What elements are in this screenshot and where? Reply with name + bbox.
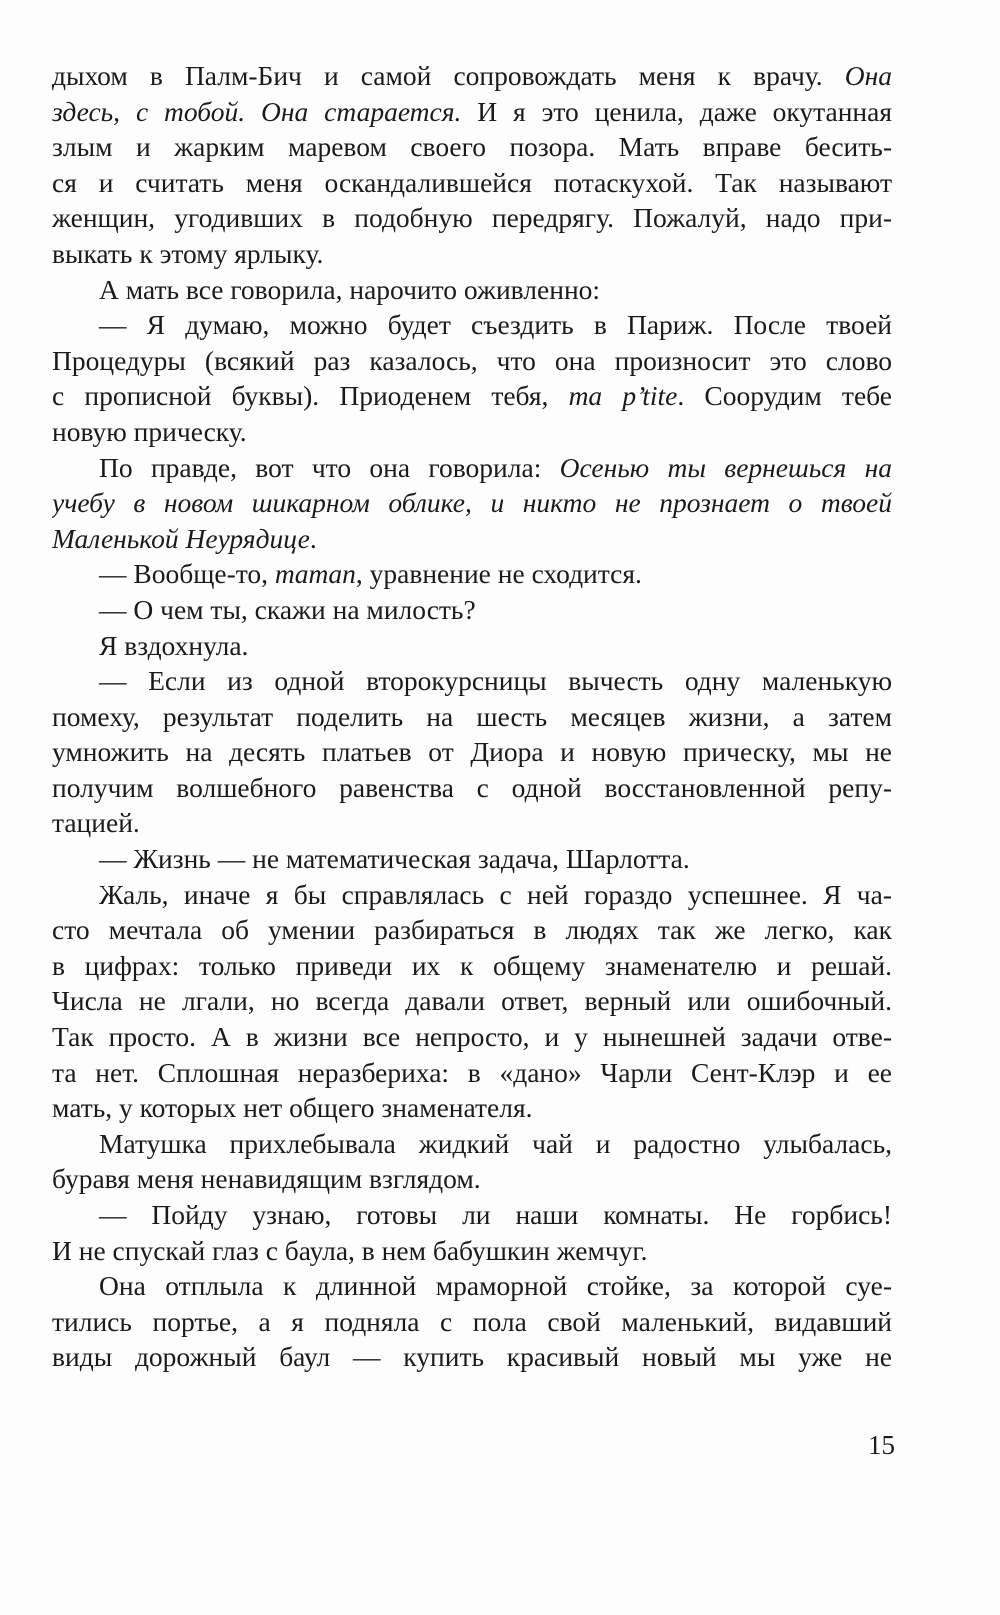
text-line: тились портье, а я подняла с пола свой маленький, видавший (52, 1305, 892, 1337)
text-line: — О чем ты, скажи на милость? (99, 593, 476, 625)
text-line: в цифрах: только приведи их к общему знаменателю и решай. (52, 949, 892, 981)
text-line: Процедуры (всякий раз казалось, что она произносит это слово (52, 344, 892, 376)
text-line: Я вздохнула. (99, 629, 249, 661)
text-line: виды дорожный баул — купить красивый новый мы уже не (52, 1341, 892, 1373)
text-line: женщин, угодивших в подобную передрягу. Пожалуй, надо при- (52, 202, 892, 234)
text-line: выкать к этому ярлыку. (52, 237, 324, 269)
text-line: По правде, вот что она говорила: Осенью ты вернешься на (99, 451, 892, 483)
text-line: с прописной буквы). Приоденем тебя, ma p’tite. Соорудим тебе (52, 380, 892, 412)
text-line: Так просто. А в жизни все непросто, и у нынешней задачи отве- (52, 1021, 892, 1053)
text-line: буравя меня ненавидящим взглядом. (52, 1163, 481, 1195)
text-line: Жаль, иначе я бы справлялась с ней гораздо успешнее. Я ча- (99, 878, 892, 910)
text-line: помеху, результат поделить на шесть месяцев жизни, а затем (52, 700, 892, 732)
text-line: И не спускай глаз с баула, в нем бабушкин жемчуг. (52, 1234, 648, 1266)
text-line: — Если из одной второкурсницы вычесть одну маленькую (99, 665, 892, 697)
text-line: умножить на десять платьев от Диора и новую прическу, мы не (52, 736, 892, 768)
text-line: — Жизнь — не математическая задача, Шарлотта. (99, 843, 690, 875)
text-line: Она отплыла к длинной мраморной стойке, за которой суе- (99, 1270, 892, 1302)
text-line: та нет. Сплошная неразбериха: в «дано» Чарли Сент-Клэр и ее (52, 1056, 892, 1088)
text-line: Матушка прихлебывала жидкий чай и радостно улыбалась, (99, 1127, 892, 1159)
text-line: Числа не лгали, но всегда давали ответ, верный или ошибочный. (52, 985, 892, 1017)
page-number: 15 (868, 1430, 895, 1460)
text-line: — Пойду узнаю, готовы ли наши комнаты. Не горбись! (99, 1199, 892, 1230)
text-line: тацией. (52, 807, 140, 839)
text-line: сто мечтала об умении разбираться в людях так же легко, как (52, 914, 892, 946)
text-line: — Я думаю, можно будет съездить в Париж. После твоей (99, 309, 892, 341)
text-line: дыхом в Палм-Бич и самой сопровождать меня к врачу. Она (52, 60, 892, 91)
text-line: новую прическу. (52, 415, 247, 447)
text-line: ся и считать меня оскандалившейся потаскухой. Так называют (52, 166, 892, 198)
text-line: получим волшебного равенства с одной восстановленной репу- (52, 771, 892, 803)
text-line: мать, у которых нет общего знаменателя. (52, 1092, 533, 1124)
text-line: учебу в новом шикарном облике, и никто не прознает о твоей (52, 487, 892, 519)
text-line: злым и жарким маревом своего позора. Мать вправе бесить- (52, 131, 892, 163)
text-line: — Вообще-то, maman, уравнение не сходится. (99, 558, 642, 590)
text-line: здесь, с тобой. Она старается. И я это ценила, даже окутанная (52, 95, 892, 127)
body-text (52, 58, 892, 1375)
text-line: Маленькой Неурядице. (52, 522, 317, 554)
text-line: А мать все говорила, нарочито оживленно: (99, 273, 601, 305)
